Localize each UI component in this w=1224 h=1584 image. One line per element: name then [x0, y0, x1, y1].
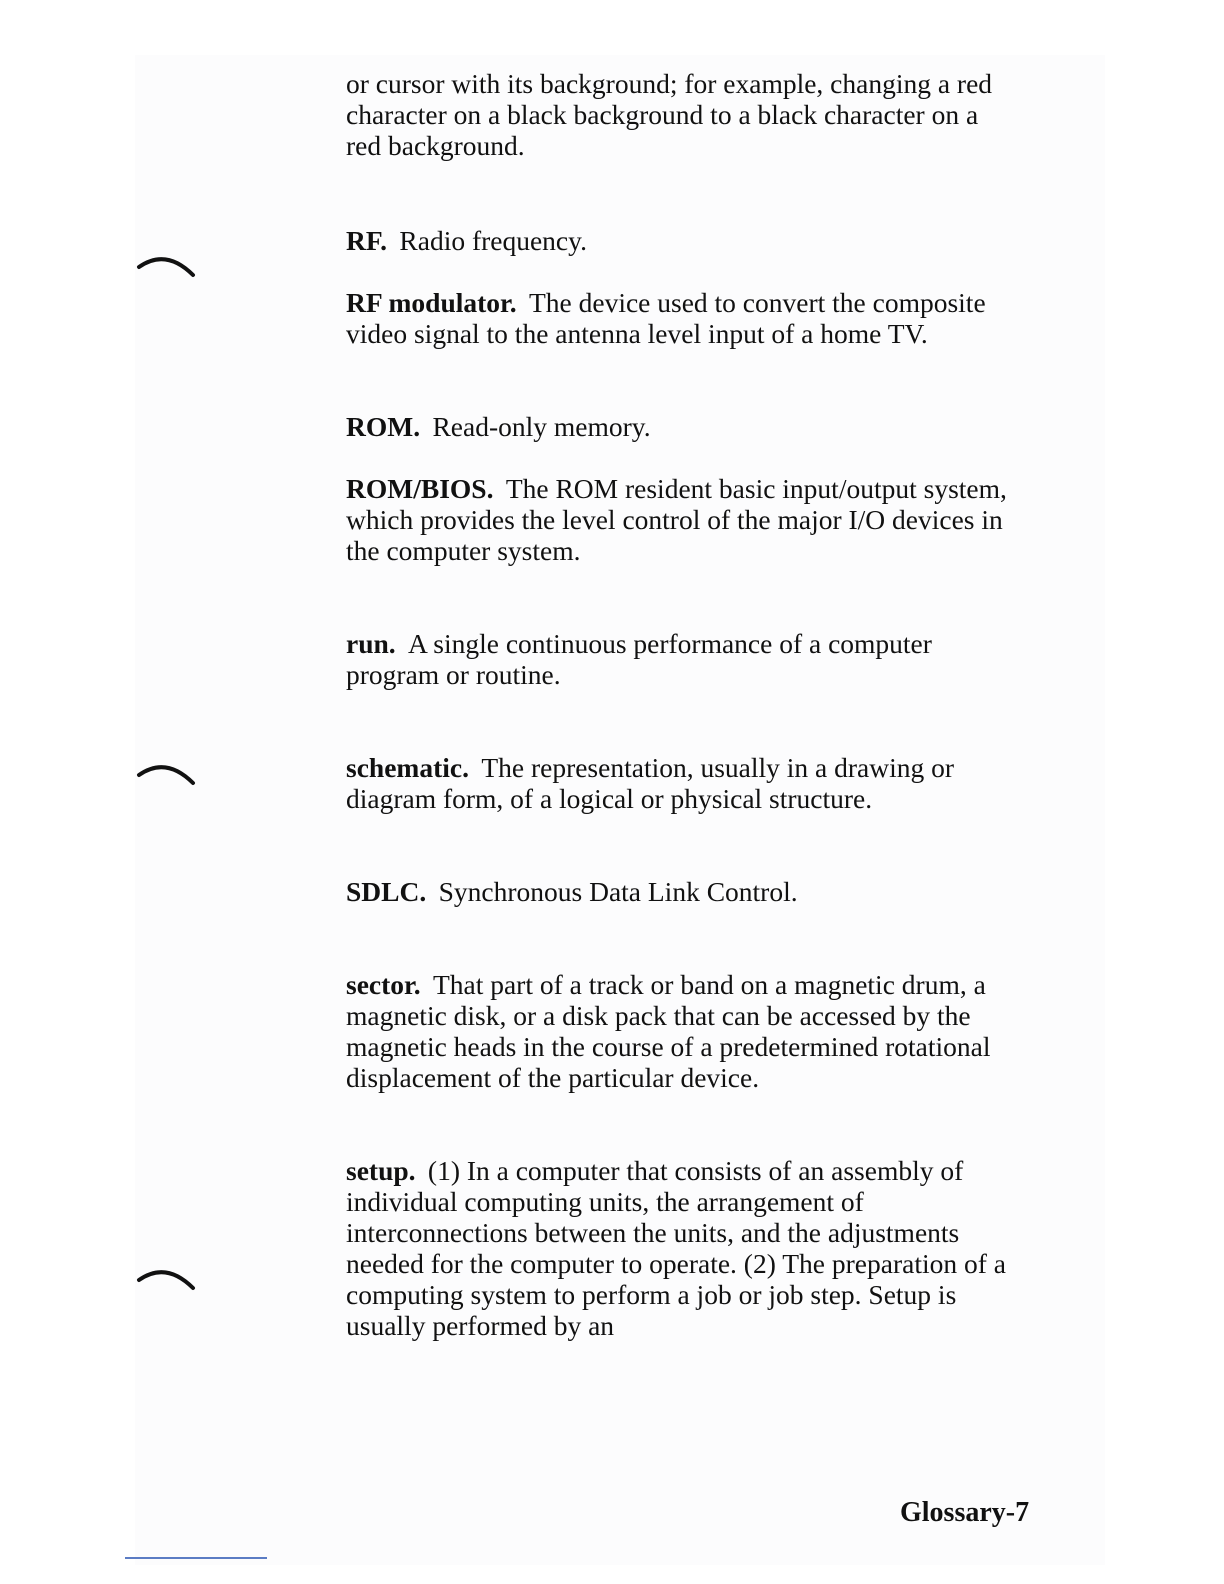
- glossary-term: SDLC.: [346, 876, 427, 907]
- binder-hole-icon: [136, 758, 196, 788]
- glossary-term: ROM.: [346, 411, 421, 442]
- glossary-entry-sector: [346, 969, 1018, 1093]
- binder-hole-icon: [136, 1263, 196, 1293]
- glossary-definition: The representation, usually in a drawing or diagram form, of a logical or physical structure.: [346, 752, 955, 814]
- glossary-definition: The ROM resident basic input/output system, which provides the level control of the major I/O devices in the computer system.: [346, 473, 1007, 566]
- glossary-term: RF.: [346, 225, 388, 256]
- glossary-entry-rom-bios: [346, 473, 1011, 566]
- glossary-definition: (1) In a computer that consists of an assembly of individual computing units, the arrangement of interconnections between the units, and the adjustments needed for the computer to operate. (2) The preparation of a computing system to perform a job or job step. Setup is usually performed by an: [346, 1155, 1006, 1341]
- glossary-definition: Read-only memory.: [432, 411, 651, 442]
- page-number: Glossary-7: [900, 1497, 1030, 1528]
- binder-hole-icon: [136, 250, 196, 280]
- glossary-term: ROM/BIOS.: [346, 473, 494, 504]
- glossary-entry-sdlc: [346, 876, 1036, 907]
- glossary-definition: The device used to convert the composite video signal to the antenna level input of a home TV.: [346, 287, 986, 349]
- glossary-entry-rom: [346, 411, 1036, 442]
- glossary-entry-setup: [346, 1155, 1006, 1341]
- glossary-definition: That part of a track or band on a magnetic drum, a magnetic disk, or a disk pack that can be accessed by the magnetic heads in the course of a predetermined rotational displacement of the particular device.: [346, 969, 991, 1093]
- glossary-entry-rf: [346, 225, 1036, 256]
- glossary-term: RF modulator.: [346, 287, 517, 318]
- glossary-definition: A single continuous performance of a computer program or routine.: [346, 628, 932, 690]
- continuation-paragraph: [346, 68, 1016, 161]
- scan-edge-line: [125, 1557, 267, 1559]
- glossary-term: setup.: [346, 1155, 416, 1186]
- continuation-text: or cursor with its background; for example, changing a red character on a black background to a black character on a red background.: [346, 68, 993, 161]
- glossary-entry-schematic: [346, 752, 1016, 814]
- glossary-term: run.: [346, 628, 396, 659]
- glossary-definition: Synchronous Data Link Control.: [438, 876, 798, 907]
- glossary-definition: Radio frequency.: [399, 225, 587, 256]
- glossary-term: schematic.: [346, 752, 469, 783]
- glossary-entry-run: [346, 628, 1006, 690]
- glossary-entry-rf-modulator: [346, 287, 1006, 349]
- glossary-term: sector.: [346, 969, 421, 1000]
